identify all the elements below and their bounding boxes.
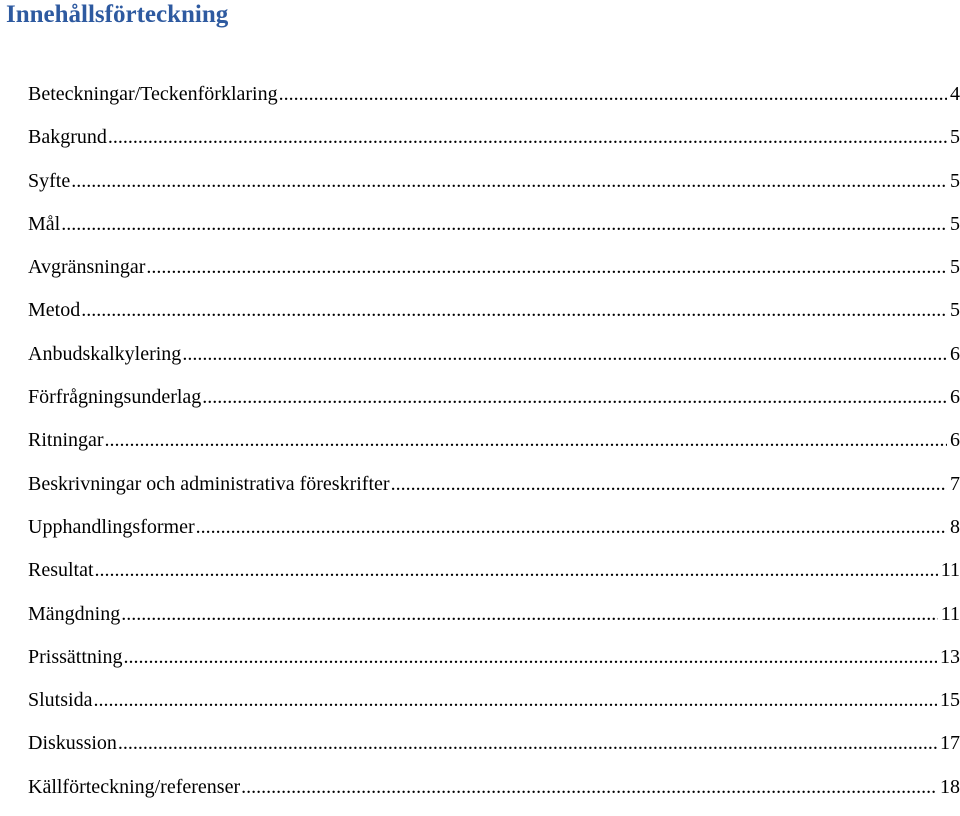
toc-entry-page: 11 (940, 602, 960, 625)
toc-entry-label: Anbudskalkylering (28, 342, 182, 365)
toc-dot-leader (71, 167, 947, 195)
toc-entry-page: 13 (940, 645, 960, 668)
toc-dot-leader (182, 340, 947, 368)
toc-entry-label: Syfte (28, 169, 71, 192)
toc-entry-page: 17 (940, 732, 960, 755)
toc-dot-leader (93, 686, 937, 714)
toc-dot-leader (196, 513, 947, 541)
toc-entry-page: 8 (950, 515, 960, 538)
toc-entry-page: 6 (950, 386, 960, 409)
toc-entry-label: Beteckningar/Teckenförklaring (28, 83, 278, 105)
toc-entry[interactable] (28, 253, 960, 296)
toc-entry[interactable] (28, 600, 960, 643)
toc-dot-leader (202, 383, 947, 411)
toc-dot-leader (121, 600, 938, 628)
toc-entry[interactable] (28, 296, 960, 339)
toc-entry-label: Prissättning (28, 645, 123, 668)
toc-entry-label: Källförteckning/referenser (28, 775, 241, 798)
toc-dot-leader (95, 556, 938, 584)
toc-entry-page: 4 (950, 83, 960, 105)
toc-entry[interactable] (28, 686, 960, 729)
toc-entry[interactable] (28, 513, 960, 556)
toc-entry[interactable] (28, 643, 960, 686)
toc-dot-leader (61, 210, 947, 238)
toc-entry-label: Diskussion (28, 732, 117, 755)
toc-entry-label: Mängdning (28, 602, 121, 625)
page-title: Innehållsförteckning (6, 1, 229, 28)
toc-dot-leader (241, 773, 937, 801)
toc-dot-leader (279, 80, 947, 108)
toc-list (28, 80, 960, 816)
toc-entry-label: Mål (28, 212, 61, 235)
toc-dot-leader (146, 253, 947, 281)
toc-entry-label: Metod (28, 299, 81, 322)
toc-entry-page: 5 (950, 299, 960, 322)
toc-entry-page: 7 (950, 472, 960, 495)
toc-entry[interactable] (28, 383, 960, 426)
toc-entry-page: 5 (950, 256, 960, 279)
toc-entry[interactable] (28, 210, 960, 253)
toc-entry-label: Ritningar (28, 429, 104, 452)
toc-entry-page: 6 (950, 429, 960, 452)
toc-entry-page: 18 (940, 775, 960, 798)
toc-entry-page: 15 (940, 689, 960, 712)
toc-entry-label: Upphandlingsformer (28, 515, 195, 538)
toc-entry-page: 5 (950, 169, 960, 192)
toc-entry-page: 11 (940, 559, 960, 582)
toc-dot-leader (118, 729, 937, 757)
toc-entry[interactable] (28, 470, 960, 513)
toc-entry[interactable] (28, 167, 960, 210)
toc-entry-label: Avgränsningar (28, 256, 146, 279)
toc-dot-leader (108, 123, 947, 151)
toc-entry-label: Slutsida (28, 689, 93, 712)
toc-dot-leader (123, 643, 937, 671)
toc-entry[interactable] (28, 340, 960, 383)
toc-entry[interactable] (28, 729, 960, 772)
toc-entry[interactable] (28, 123, 960, 166)
toc-entry[interactable] (28, 426, 960, 469)
toc-entry-page: 5 (950, 126, 960, 149)
toc-entry[interactable] (28, 80, 960, 123)
toc-entry[interactable] (28, 556, 960, 599)
toc-entry-page: 5 (950, 212, 960, 235)
toc-dot-leader (105, 426, 947, 454)
toc-entry-label: Resultat (28, 559, 94, 582)
toc-entry-label: Förfrågningsunderlag (28, 386, 202, 409)
toc-entry-page: 6 (950, 342, 960, 365)
toc-entry-label: Bakgrund (28, 126, 107, 149)
toc-entry[interactable] (28, 773, 960, 816)
toc-dot-leader (391, 470, 947, 498)
toc-entry-label: Beskrivningar och administrativa föreskrifter (28, 472, 390, 495)
toc-dot-leader (81, 296, 947, 324)
